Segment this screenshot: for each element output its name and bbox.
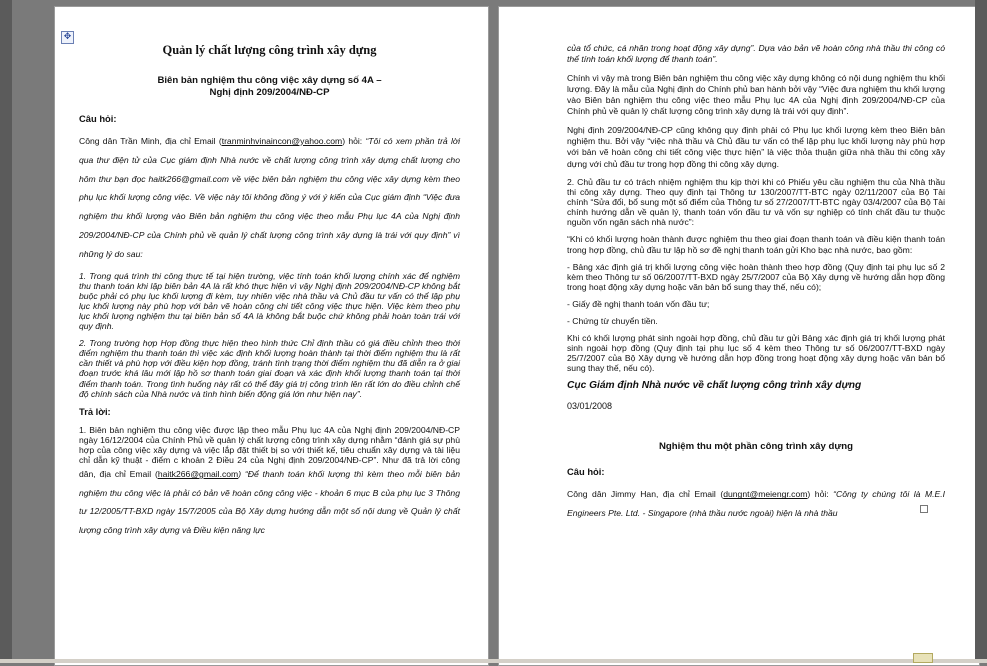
- article-subtitle: [79, 75, 460, 99]
- document-page-left: [54, 6, 489, 666]
- email-link[interactable]: tranminhvinaincon@yahoo.com: [221, 136, 343, 146]
- answer-list-item-2: - Giấy đề nghị thanh toán vốn đầu tư;: [567, 298, 710, 309]
- question-paragraph-2: 1. Trong quá trình thi công thực tế tại hiện trường, việc tính toán khối lượng chính xác để nghiệm thu thanh toán khi lập biên bản 4A là rất khó thực hiện vì vậy Nghị định 209/2004/NĐ-CP không bắt buộc phải có phụ lục khối lượng đi kèm, tuy nhiên việc nhà thầu và Chủ đầu tư vấn có thể lập phụ lục khối lượng này phù hợp với bản vẽ hoàn công chi tiết công việc thực hiện. Việc kèm theo phụ lục khối lượng nghiệm thu tại biên bản số 4A là không bắt buộc chứ không phải hoàn toàn trái với quy định.: [79, 270, 460, 332]
- answer-paragraph-6: Khi có khối lượng phát sinh ngoài hợp đồng, chủ đầu tư gửi Bảng xác định giá trị khối lượng phát sinh ngoài hợp đồng (Quy định tại phụ lục số 4 kèm theo Thông tư số 06/2007/TT-BXD ngày 25/7/2007 của Bộ Xây dựng về hướng dẫn hợp đồng trong hoạt động xây dựng hoặc văn bản bổ sung thay thế, nếu có).: [567, 333, 945, 374]
- question-heading-2: Câu hỏi:: [567, 466, 605, 478]
- answer-heading: Trả lời:: [79, 405, 111, 417]
- question-paragraph-1: [79, 132, 460, 264]
- subtitle-line-2: Nghị định 209/2004/NĐ-CP: [209, 87, 330, 98]
- question-intro-text: Công dân Trần Minh, địa chỉ Email (: [79, 136, 222, 146]
- answer-paragraph-2: Chính vì vậy mà trong Biên bản nghiệm thu công việc xây dựng không có nội dung nghiệm thu khối lượng. Đây là mẫu của Nghị định do Chính phủ ban hành bởi vậy “Việc đưa nghiệm thu khối lượng vào Biên bản nghiệm thu công việc theo mẫu Phụ lục 4A của Nghị định 209/2004/NĐ-CP của Chính phủ về quản lý chất lượng công trình xây dựng là trái với quy định”.: [567, 72, 945, 117]
- question-2-quote-text: “Công ty chúng tôi là M.E.I Engineers Pte. Ltd. - Singapore (nhà thầu nước ngoài) hiện là nhà thầu: [567, 489, 946, 519]
- answer-paragraph-3: Nghị định 209/2004/NĐ-CP cũng không quy định phải có Phụ lục khối lượng kèm theo Biên bản nghiệm thu. Bởi vậy “việc nhà thầu và Chủ đầu tư vấn có thể lập phụ lục khối lượng này phù hợp với bản vẽ hoàn công chi tiết công việc thực hiện” là việc thỏa thuận giữa nhà thầu thi công xây dựng với chủ đầu tư trong hợp đồng thi công xây dựng.: [567, 124, 945, 169]
- email-link[interactable]: dungnt@meiengr.com: [723, 489, 808, 500]
- answer-paragraph-4: 2. Chủ đầu tư có trách nhiệm nghiệm thu kịp thời khi có Phiếu yêu cầu nghiệm thu của Nhà thầu thi công xây dựng. Theo quy định tại Thông tư 130/2007/TT-BTC ngày 02/11/2007 của Bộ Tài chính “Sửa đổi, bổ sung một số điểm của Thông tư số 27/2007/TT-BTC ngày 03/4/2007 của Bộ Tài chính hướng dẫn về quản lý, thanh toán vốn đầu tư và vốn sự nghiệp có tính chất đầu tư thuộc nguồn vốn ngân sách nhà nước”:: [567, 176, 945, 228]
- text-anchor-marker: [920, 505, 928, 513]
- answer-text-2: ) “Để thanh toán khối lượng thì kèm theo mỗi biên bản nghiệm thu công việc là phải có bản vẽ hoàn công công việc - khoản 6 mục B của phụ lục 3 Thông tư 12/2005/TT-BXD ngày 15/7/2005 của Bộ Xây dựng hướng dẫn một số nội dung về Quản lý chất lượng công trình xây dựng và Điều kiện năng lực: [79, 469, 460, 535]
- answer-text-1: 1. Biên bản nghiệm thu công việc được lập theo mẫu Phụ lục 4A của Nghị định 209/2004/NĐ-CP ngày 16/12/2004 của Chính Phủ về quản lý chất lượng công trình xây dựng nhằm “đánh giá sự phù hợp của công việc xây dựng và việc lắp đặt thiết bị so với thiết kế, tiêu chuẩn xây dựng và tài liệu chỉ dẫn kỹ thuật - điểm c khoản 2 Điều 24 của Nghị định 209/2004/NĐ-CP”. Như đã trả lời công dân, địa chỉ Email (: [79, 424, 460, 480]
- question-2-paragraph-1: [567, 485, 945, 523]
- publish-date: 03/01/2008: [567, 401, 613, 412]
- question-paragraph-3: 2. Trong trường hợp Hợp đồng thực hiện theo hình thức Chỉ định thầu có giá điều chỉnh theo thời điểm nghiệm thu thanh toán thì việc xác định khối lượng hoàn thành tại thời điểm nghiệm thu là rất cần thiết và phù hợp với điều kiện hợp đồng, tránh tình trạng thời điểm nghiệm thu đã diễn ra ở giai đoạn trước khá lâu mới lập hồ sơ thanh toán giai đoạn và xác định khối lượng thanh toán tại thời điểm thanh toán. Trong tình huống này rất có thể đây giá trị công trình lên rất lớn do điều chỉnh chế độ chính sách của Nhà nước và tình hình biến động giá lớn như hiện nay”.: [79, 338, 460, 399]
- answer-continued-paragraph: của tổ chức, cá nhân trong hoạt động xây dựng”. Dựa vào bản vẽ hoàn công nhà thầu thi công có thể tính toán khối lượng để thanh toán”.: [567, 43, 945, 65]
- question-heading: Câu hỏi:: [79, 113, 117, 124]
- page-title: Quản lý chất lượng công trình xây dựng: [162, 43, 377, 57]
- answer-paragraph-5: “Khi có khối lượng hoàn thành được nghiệm thu theo giai đoạn thanh toán và điều kiện thanh toán trong hợp đồng, chủ đầu tư lập hồ sơ đề nghị thanh toán gửi Kho bạc nhà nước, bao gồm:: [567, 234, 945, 255]
- left-scroll-gutter: [0, 0, 12, 663]
- right-scroll-gutter: [975, 0, 987, 663]
- email-link[interactable]: haitk266@gmail.com: [157, 469, 239, 480]
- question-quote-text: “Tôi có xem phần trả lời qua thư điện tử của Cục giám định Nhà nước về chất lượng công trình xây dựng chất lượng cho hôm thư bạn đọc haitk266@gmail.com về việc biên bản nghiệm thu công việc xây dựng kèm theo phụ lục khối lượng công việc. Về việc này tôi không đồng ý với ý kiến của Cục giám định “Việc đưa nghiệm thu khối lượng vào Biên bản nghiệm thu công việc theo mẫu Phụ lục 4A của Nghị định 209/2004/NĐ-CP của Chính phủ về quản lý chất lượng công trình xây dựng là trái với quy định” vì những lý do sau:: [79, 136, 460, 259]
- answer-paragraph-1: [79, 425, 460, 540]
- question-2-asks-text: ) hỏi:: [807, 489, 834, 500]
- answer-list-item-3: - Chứng từ chuyển tiền.: [567, 316, 658, 326]
- signature-line: Cục Giám định Nhà nước về chất lượng công trình xây dựng: [567, 380, 862, 392]
- article-2-title: Nghiệm thu một phần công trình xây dựng: [658, 441, 854, 453]
- subtitle-line-1: Biên bản nghiệm thu công việc xây dựng số 4A –: [157, 75, 382, 86]
- question-2-intro-text: Công dân Jimmy Han, địa chỉ Email (: [567, 489, 724, 500]
- answer-list-item-1: - Bảng xác định giá trị khối lượng công việc hoàn thành theo hợp đồng (Quy định tại phụ lục số 2 kèm theo Thông tư số 06/2007/TT-BXD ngày 25/7/2007 của Bộ Xây dựng về hướng dẫn hợp đồng trong hoạt động xây dựng hoặc văn bản bổ sung thay thế, nếu có);: [567, 261, 945, 292]
- table-move-handle-icon[interactable]: ✥: [61, 31, 74, 44]
- resize-tab[interactable]: [913, 653, 933, 663]
- document-page-right: [498, 6, 980, 666]
- question-asks-text: ) hỏi:: [342, 136, 366, 146]
- status-strip: [0, 659, 987, 663]
